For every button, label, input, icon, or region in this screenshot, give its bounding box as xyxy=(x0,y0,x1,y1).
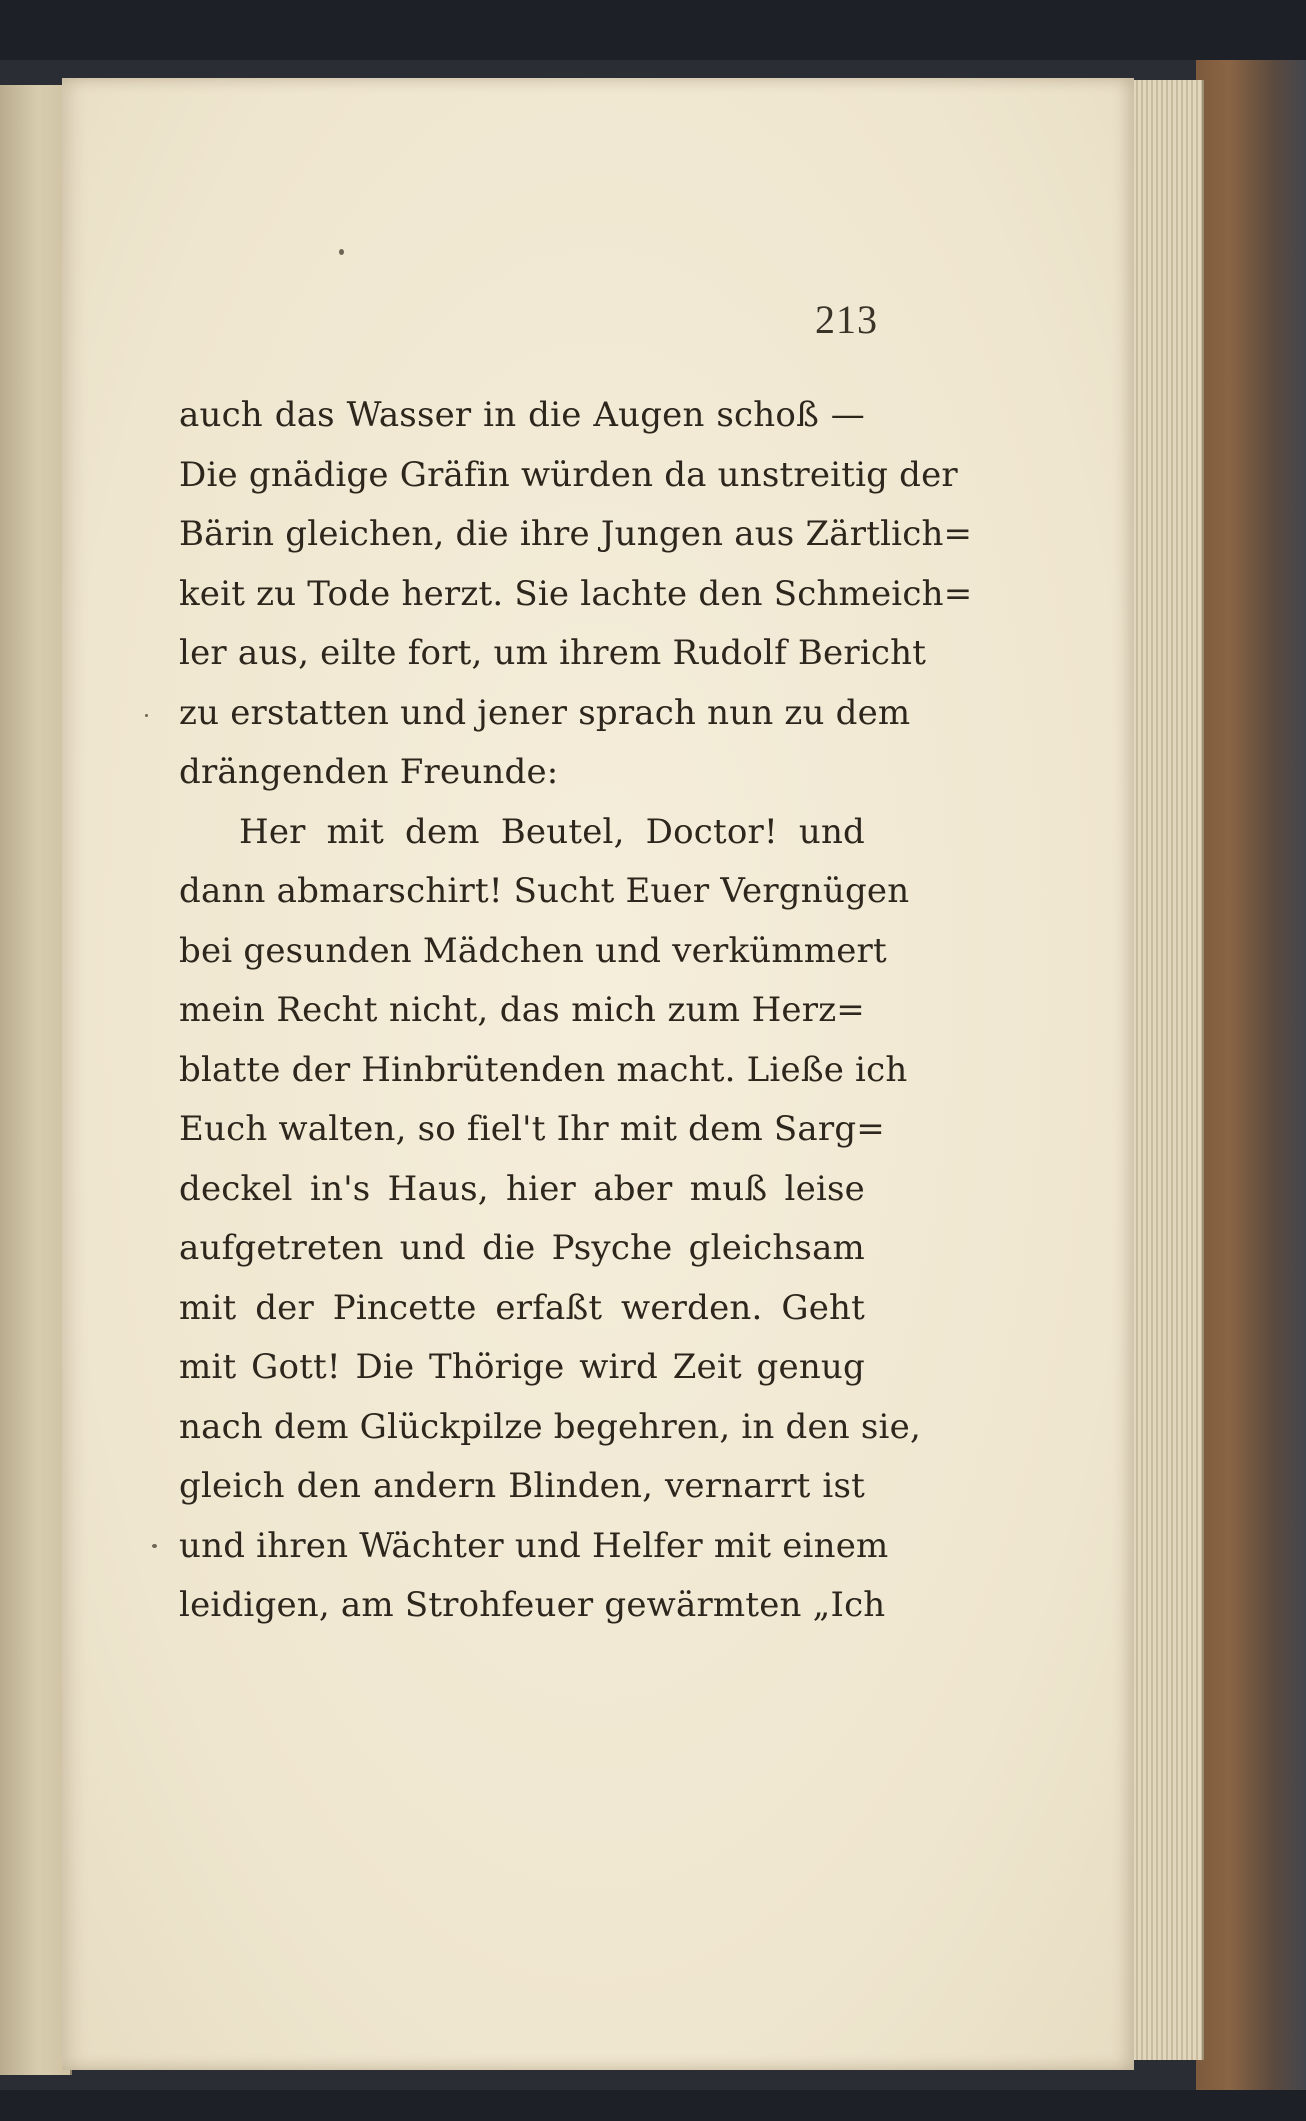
text-line: bei gesunden Mädchen und verkümmert xyxy=(179,930,887,971)
text-line: nach dem Glückpilze begehren, in den sie, xyxy=(179,1406,921,1447)
page-number: 213 xyxy=(815,297,878,342)
text-line: drängenden Freunde: xyxy=(179,752,559,792)
text-line: keit zu Tode herzt. Sie lachte den Schmeich= xyxy=(179,573,973,614)
text-line: zu erstatten und jener sprach nun zu dem xyxy=(179,692,911,733)
text-line: deckel in's Haus, hier aber muß leise xyxy=(179,1168,865,1209)
page-text xyxy=(179,386,973,1636)
text-line: gleich den andern Blinden, vernarrt ist xyxy=(179,1466,865,1506)
text-line: dann abmarschirt! Sucht Euer Vergnügen xyxy=(179,871,910,911)
text-line: blatte der Hinbrütenden macht. Ließe ich xyxy=(179,1049,908,1090)
text-line: mein Recht nicht, das mich zum Herz= xyxy=(179,990,865,1030)
text-line: mit der Pincette erfaßt werden. Geht xyxy=(179,1287,865,1328)
text-line: Die gnädige Gräfin würden da unstreitig der xyxy=(179,454,958,495)
text-line: leidigen, am Strohfeuer gewärmten „Ich xyxy=(179,1585,886,1625)
text-line: und ihren Wächter und Helfer mit einem xyxy=(179,1525,889,1566)
text-line: auch das Wasser in die Augen schoß — xyxy=(179,395,865,435)
text-line: mit Gott! Die Thörige wird Zeit genug xyxy=(179,1347,865,1387)
paper-speck xyxy=(339,249,344,255)
text-line: Bärin gleichen, die ihre Jungen aus Zärtlich= xyxy=(179,514,973,554)
paper-speck xyxy=(152,1544,157,1548)
text-line: Her mit dem Beutel, Doctor! und xyxy=(239,811,865,852)
paper-speck xyxy=(145,714,148,717)
page-stack-edge xyxy=(1128,80,1204,2060)
text-line: Euch walten, so fiel't Ihr mit dem Sarg= xyxy=(179,1109,885,1149)
text-line: aufgetreten und die Psyche gleichsam xyxy=(179,1228,865,1268)
book-cover-edge xyxy=(1196,60,1306,2090)
text-line: ler aus, eilte fort, um ihrem Rudolf Bericht xyxy=(179,633,927,673)
